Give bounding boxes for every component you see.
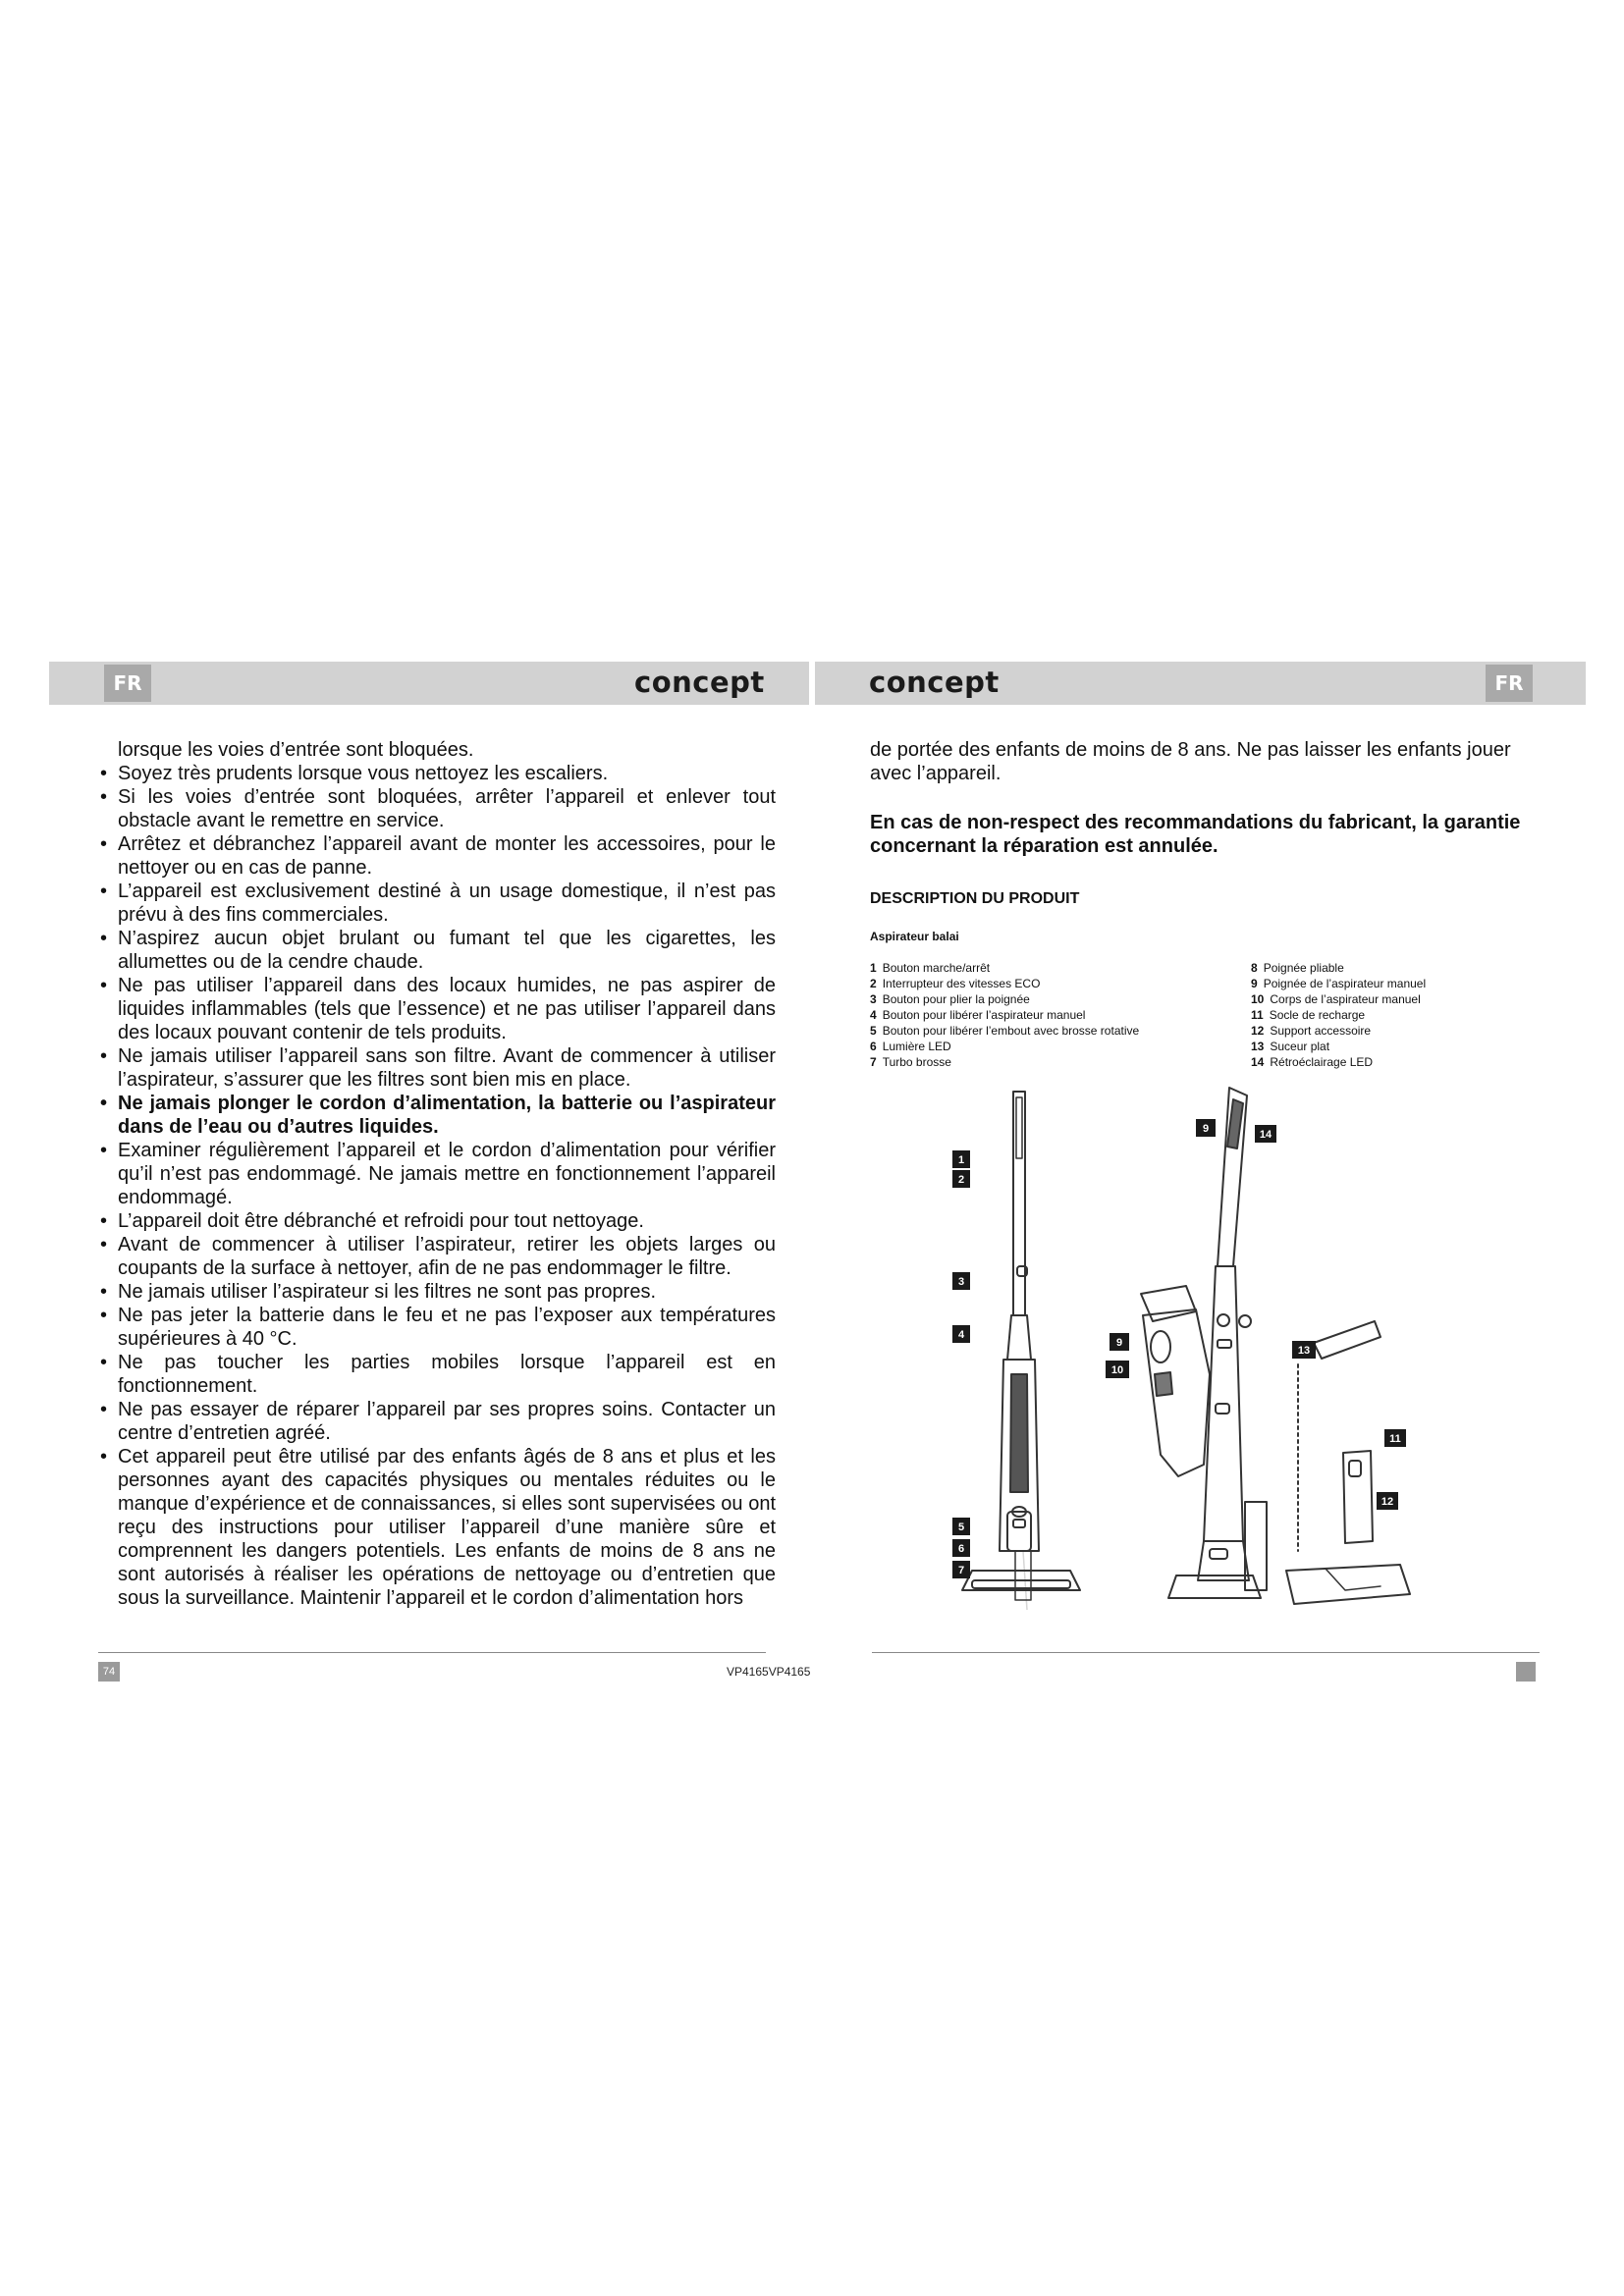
part-item: 5 Bouton pour libérer l’embout avec brosse rotative (870, 1024, 1140, 1038)
safety-list (98, 762, 776, 1610)
part-item: 4 Bouton pour libérer l’aspirateur manuel (870, 1008, 1086, 1022)
list-item: • L’appareil est exclusivement destiné à un usage domestique, il n’est pas prévu à des fins commerciales. (98, 880, 776, 927)
footer-rule-left (98, 1652, 766, 1653)
handheld-body (1143, 1309, 1210, 1476)
part-item: 10 Corps de l’aspirateur manuel (1251, 992, 1421, 1006)
page-marker (1516, 1662, 1536, 1682)
list-item: • Examiner régulièrement l’appareil et le cordon d’alimentation pour vérifier qu’il n’est pas endommagé. Ne jamais mettre en fonctionnement l’appareil endommagé. (98, 1139, 776, 1209)
part-item: 9 Poignée de l’aspirateur manuel (1251, 977, 1427, 990)
callout-14: 14 (1259, 1129, 1272, 1141)
part-item: 7 Turbo brosse (870, 1055, 951, 1069)
callout-12: 12 (1380, 1496, 1394, 1508)
flat-nozzle (1314, 1321, 1380, 1359)
language-badge-left: FR (104, 665, 151, 702)
list-item: • Si les voies d’entrée sont bloquées, arrêter l’appareil et enlever tout obstacle avant le remettre en service. (98, 785, 776, 832)
continuation-text: lorsque les voies d’entrée sont bloquées. (118, 739, 474, 761)
model-number: VP4165VP4165 (727, 1665, 811, 1679)
part-item: 8 Poignée pliable (1251, 961, 1344, 975)
list-item-bold: • Ne jamais plonger le cordon d’alimentation, la batterie ou l’aspirateur dans de l’eau ou d’autres liquides. (98, 1092, 776, 1139)
list-item: • Cet appareil peut être utilisé par des enfants âgés de 8 ans et plus et les personnes ayant des capacités physiques ou mentales réduites ou le manque d’expérience et de connaissances, si elles sont supervisées ou ont reçu des instructions pour utiliser l’appareil d’une manière sûre et comprennent les dangers potentiels. Les enfants de moins de 8 ans ne sont autorisés à réaliser les opérations de nettoyage ou d’entretien que sous la surveillance. Maintenir l’appareil et le cordon d’alimentation hors (98, 1445, 776, 1610)
list-item: • Ne jamais utiliser l’aspirateur si les filtres ne sont pas propres. (98, 1280, 776, 1304)
part-item: 6 Lumière LED (870, 1040, 951, 1053)
callout-1: 1 (957, 1154, 965, 1166)
part-item: 13 Suceur plat (1251, 1040, 1330, 1053)
list-item: • Ne pas essayer de réparer l’appareil par ses propres soins. Contacter un centre d’entretien agréé. (98, 1398, 776, 1445)
vacuum-a-handle (1013, 1092, 1025, 1315)
brand-logo-left: concept (634, 666, 765, 699)
callout-9b: 9 (1115, 1337, 1123, 1349)
parts-list (870, 960, 1543, 1076)
part-item: 1 Bouton marche/arrêt (870, 961, 991, 975)
callout-13: 13 (1297, 1345, 1311, 1357)
callout-2: 2 (957, 1174, 965, 1186)
list-item: • Arrêtez et débranchez l’appareil avant de monter les accessoires, pour le nettoyer ou en cas de panne. (98, 832, 776, 880)
product-description-column (870, 738, 1543, 1076)
charging-base-column (1343, 1451, 1373, 1543)
section-title: DESCRIPTION DU PRODUIT (870, 890, 1080, 907)
brand-logo-right: concept (869, 666, 1000, 699)
list-item: • L’appareil doit être débranché et refroidi pour tout nettoyage. (98, 1209, 776, 1233)
callout-7: 7 (957, 1565, 965, 1576)
callout-6: 6 (957, 1543, 965, 1555)
vacuum-b-brush (1168, 1575, 1261, 1598)
callout-9: 9 (1202, 1123, 1210, 1135)
warranty-warning: En cas de non-respect des recommandations du fabricant, la garantie concernant la réparation est annulée. (870, 812, 1521, 857)
continuation-text: de portée des enfants de moins de 8 ans. Ne pas laisser les enfants jouer avec l’appareil. (870, 739, 1511, 784)
charging-base (1286, 1565, 1410, 1604)
part-item: 14 Rétroéclairage LED (1251, 1055, 1374, 1069)
list-item: • Ne pas toucher les parties mobiles lorsque l’appareil est en fonctionnement. (98, 1351, 776, 1398)
callout-labels (952, 1119, 1406, 1578)
callout-4: 4 (957, 1329, 965, 1341)
list-item: • Ne pas utiliser l’appareil dans des locaux humides, ne pas aspirer de liquides inflammables (tels que l’essence) et ne pas utiliser l’appareil dans des locaux pouvant contenir de tels produits. (98, 974, 776, 1044)
product-illustration (933, 1080, 1522, 1610)
part-item: 12 Support accessoire (1251, 1024, 1372, 1038)
safety-instructions-column (98, 738, 776, 1610)
callout-3: 3 (957, 1276, 965, 1288)
callout-5: 5 (957, 1522, 965, 1533)
callout-10: 10 (1110, 1364, 1124, 1376)
parts-list-column-1 (870, 960, 1139, 1070)
parts-list-column-2 (1251, 960, 1426, 1070)
page-number: 74 (98, 1662, 120, 1682)
language-badge-right: FR (1486, 665, 1533, 702)
list-item: • N’aspirez aucun objet brulant ou fumant tel que les cigarettes, les allumettes ou de la cendre chaude. (98, 927, 776, 974)
list-item: • Avant de commencer à utiliser l’aspirateur, retirer les objets larges ou coupants de la surface à nettoyer, afin de ne pas endommager le filtre. (98, 1233, 776, 1280)
footer-rule-right (872, 1652, 1540, 1653)
list-item: • Ne jamais utiliser l’appareil sans son filtre. Avant de commencer à utiliser l’aspirateur, s’assurer que les filtres sont bien mis en place. (98, 1044, 776, 1092)
handheld-handle (1141, 1286, 1196, 1321)
part-item: 3 Bouton pour plier la poignée (870, 992, 1030, 1006)
list-item: • Soyez très prudents lorsque vous nettoyez les escaliers. (98, 762, 776, 785)
part-item: 11 Socle de recharge (1251, 1008, 1366, 1022)
part-item: 2 Interrupteur des vitesses ECO (870, 977, 1041, 990)
callout-11: 11 (1389, 1433, 1401, 1445)
subsection-title: Aspirateur balai (870, 930, 959, 943)
list-item: • Ne pas jeter la batterie dans le feu et ne pas l’exposer aux températures supérieures à 40 °C. (98, 1304, 776, 1351)
